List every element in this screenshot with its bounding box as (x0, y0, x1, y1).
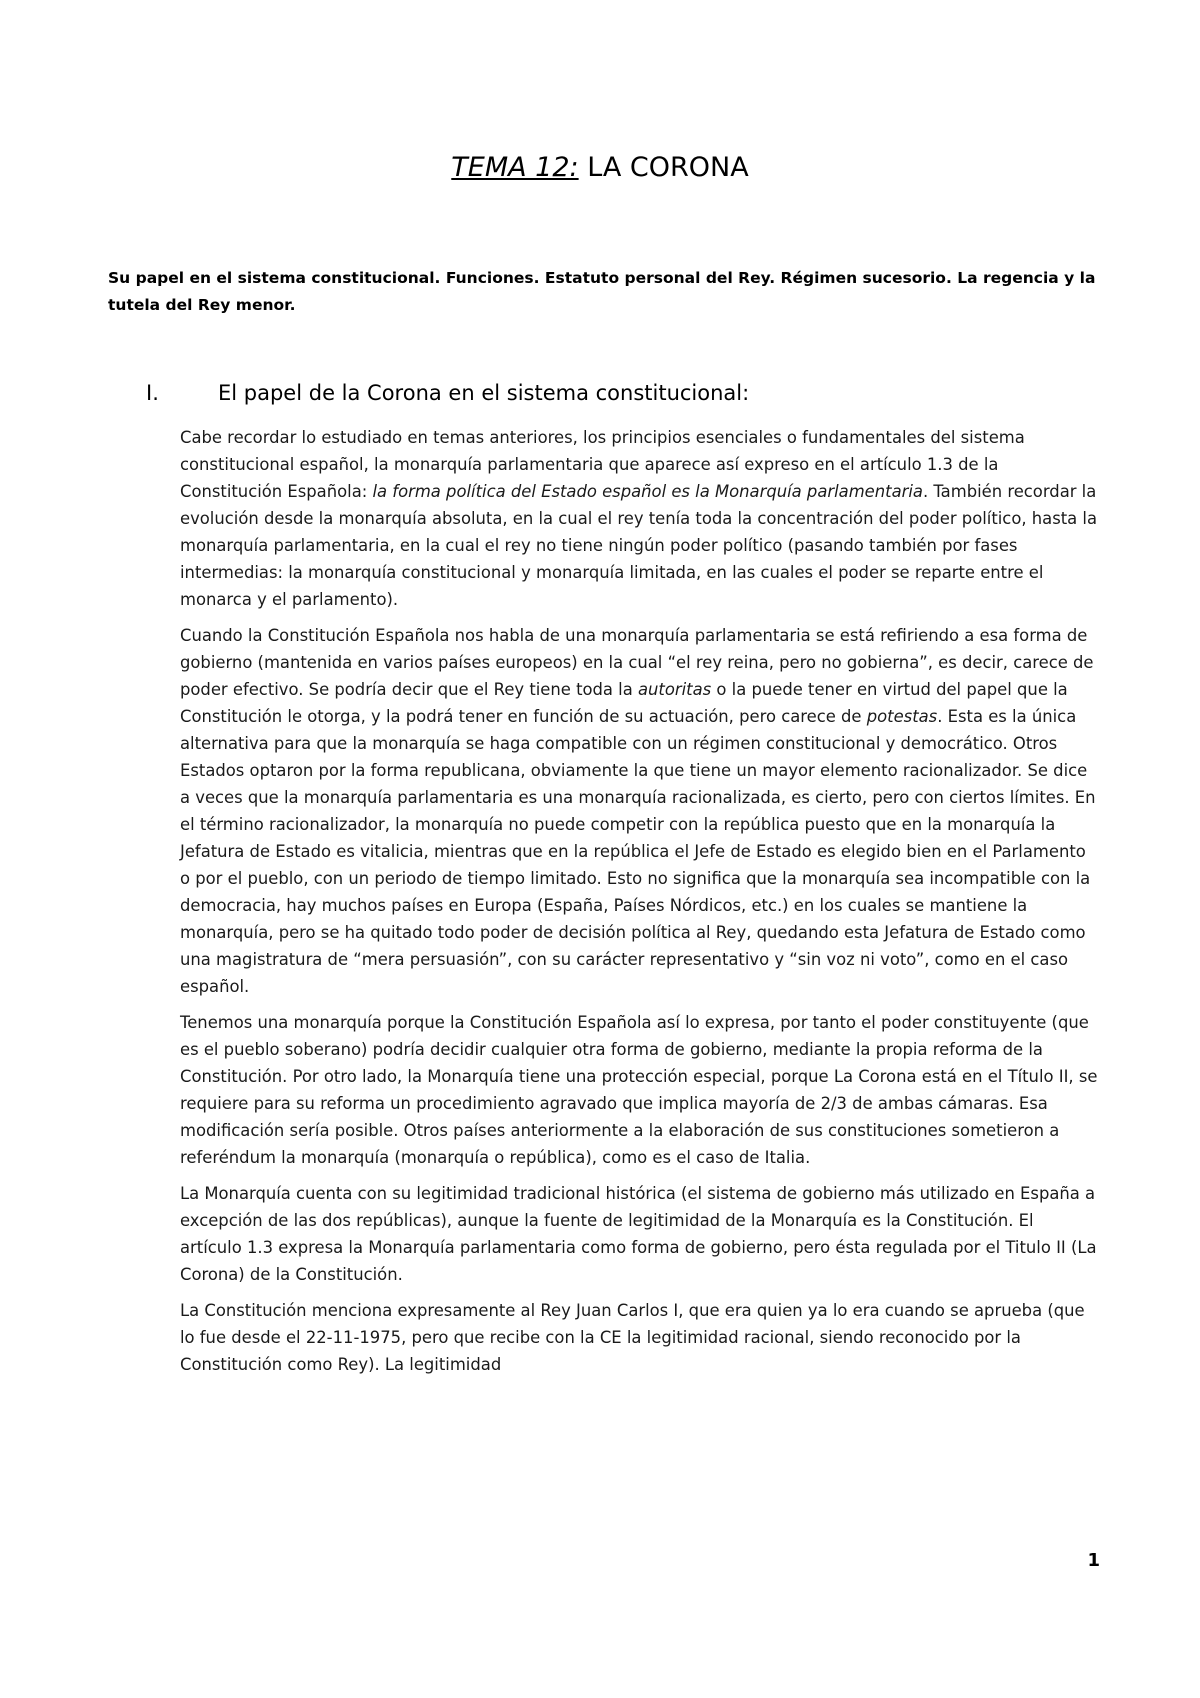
paragraph-emphasis: potestas (866, 707, 938, 726)
topic-summary: Su papel en el sistema constitucional. Funciones. Estatuto personal del Rey. Régimen sucesorio. La regencia y la tutela del Rey menor. (108, 269, 1096, 314)
title-tema-label: TEMA 12: (451, 152, 579, 183)
paragraph (180, 1009, 1100, 1171)
paragraph-text: La Constitución menciona expresamente al Rey Juan Carlos I, que era quien ya lo era cuando se aprueba (que lo fue desde el 22-11-1975, pero que recibe con la CE la legitimidad racional, siendo reconocido por la Constitución como Rey). La legitimidad (180, 1301, 1085, 1374)
paragraph-text: Cabe recordar lo estudiado en temas anteriores, los principios esenciales o fundamentales del sistema constitucional español, la monarquía parlamentaria que aparece así expreso en el artículo 1.3 de la Constitución Española: (180, 428, 1025, 501)
paragraph (180, 622, 1100, 1000)
paragraph (180, 1297, 1100, 1378)
paragraph (180, 1180, 1100, 1288)
title-main: LA CORONA (587, 152, 749, 183)
paragraph (180, 424, 1100, 613)
paragraph-emphasis: la forma política del Estado español es la Monarquía parlamentaria (372, 482, 923, 501)
page-number: 1 (1087, 1550, 1100, 1571)
paragraph-text: o la puede tener en virtud del papel que la Constitución le otorga, y la podrá tener en función de su actuación, pero carece de (180, 680, 1068, 726)
paragraph-text: Cuando la Constitución Española nos habla de una monarquía parlamentaria se está refiriendo a esa forma de gobierno (mantenida en varios países europeos) en la cual “el rey reina, pero no gobierna”, es decir, carece de poder efectivo. Se podría decir que el Rey tiene toda la (180, 626, 1094, 699)
section-number: I. (146, 381, 159, 405)
paragraph-text: . Esta es la única alternativa para que la monarquía se haga compatible con un régimen constitucional y democrático. Otros Estados optaron por la forma republicana, obviamente la que tiene un mayor elemento racionalizador. Se dice a veces que la monarquía parlamentaria es una monarquía racionalizada, es cierto, pero con ciertos límites. En el término racionalizador, la monarquía no puede competir con la república puesto que en la monarquía la Jefatura de Estado es vitalicia, mientras que en la república el Jefe de Estado es elegido bien en el Parlamento o por el pueblo, con un periodo de tiempo limitado. Esto no significa que la monarquía sea incompatible con la democracia, hay muchos países en Europa (España, Países Nórdicos, etc.) en los cuales se mantiene la monarquía, pero se ha quitado todo poder de decisión política al Rey, quedando esta Jefatura de Estado como una magistratura de “mera persuasión”, con su carácter representativo y “sin voz ni voto”, como en el caso español. (180, 707, 1096, 996)
section-body (180, 424, 1100, 1387)
page-title (0, 150, 1200, 186)
paragraph-text: Tenemos una monarquía porque la Constitución Española así lo expresa, por tanto el poder constituyente (que es el pueblo soberano) podría decidir cualquier otra forma de gobierno, mediante la propia reforma de la Constitución. Por otro lado, la Monarquía tiene una protección especial, porque La Corona está en el Título II, se requiere para su reforma un procedimiento agravado que implica mayoría de 2/3 de ambas cámaras. Esa modificación sería posible. Otros países anteriormente a la elaboración de sus constituciones sometieron a referéndum la monarquía (monarquía o república), como es el caso de Italia. (180, 1013, 1098, 1167)
paragraph-emphasis: autoritas (638, 680, 712, 699)
section-heading (146, 378, 1106, 408)
paragraph-text: . También recordar la evolución desde la monarquía absoluta, en la cual el rey tenía toda la concentración del poder político, hasta la monarquía parlamentaria, en la cual el rey no tiene ningún poder político (pasando también por fases intermedias: la monarquía constitucional y monarquía limitada, en las cuales el poder se reparte entre el monarca y el parlamento). (180, 482, 1098, 609)
section-title: El papel de la Corona en el sistema constitucional: (218, 381, 750, 405)
paragraph-text: La Monarquía cuenta con su legitimidad tradicional histórica (el sistema de gobierno más utilizado en España a excepción de las dos repúblicas), aunque la fuente de legitimidad de la Monarquía es la Constitución. El artículo 1.3 expresa la Monarquía parlamentaria como forma de gobierno, pero ésta regulada por el Titulo II (La Corona) de la Constitución. (180, 1184, 1097, 1284)
